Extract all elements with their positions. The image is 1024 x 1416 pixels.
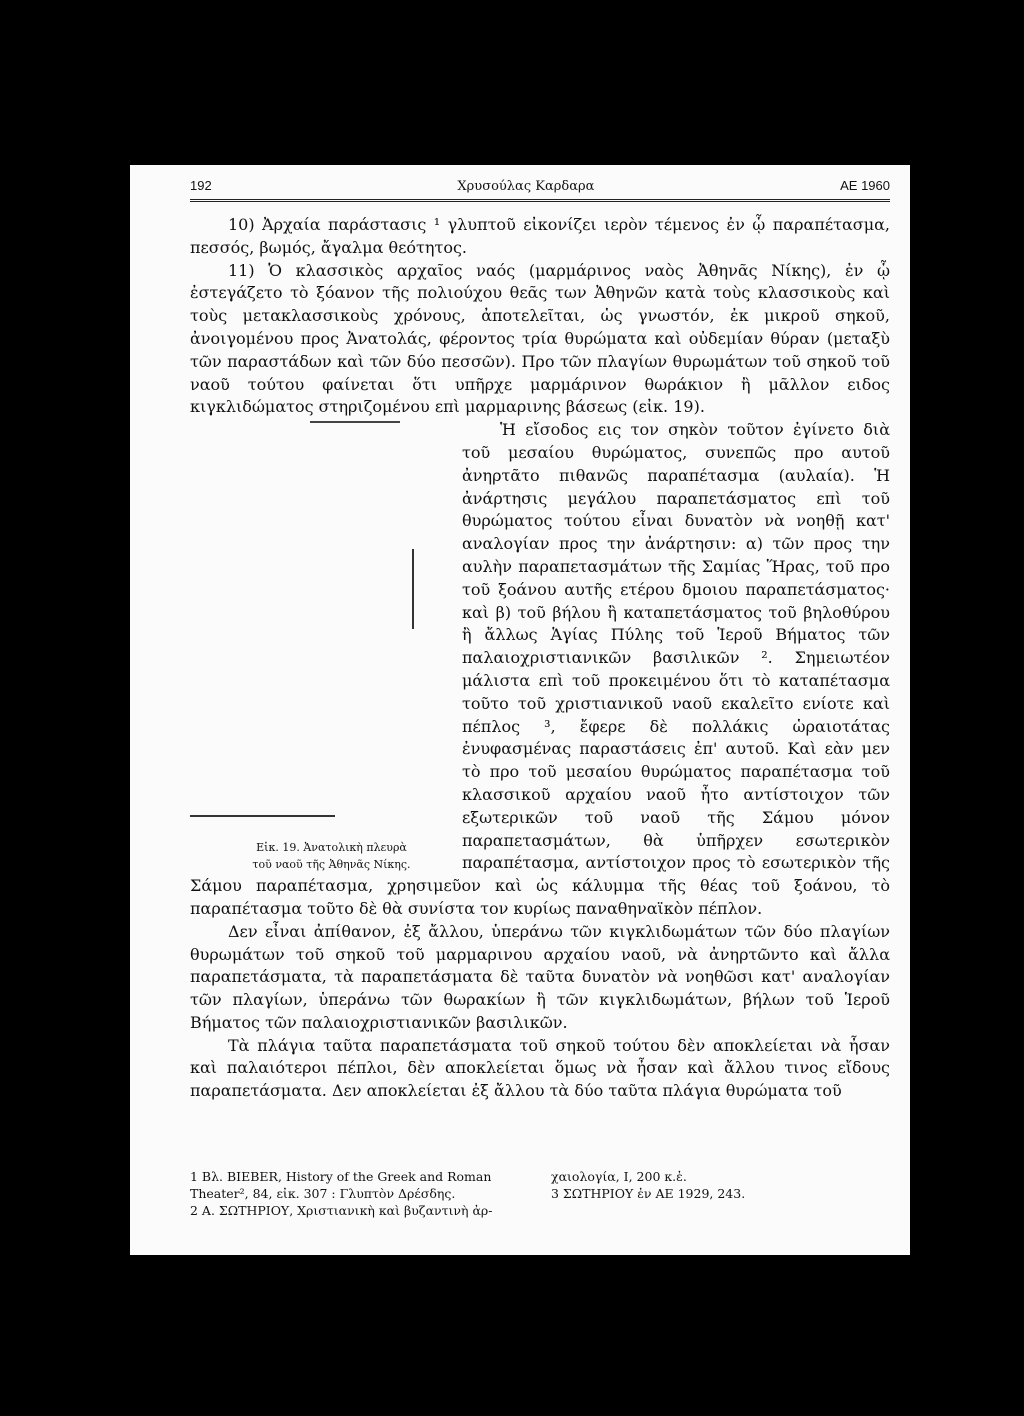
- page-number: 192: [190, 178, 212, 193]
- header-author: Χρυσούλας Καρδαρα: [457, 179, 595, 194]
- paragraph-entrance: Ἡ εἴσοδος εις τον σηκὸν τοῦτον ἐγίνετο διὰ τοῦ μεσαίου θυρώματος, συνεπῶς προ αυτοῦ ἀνηρτᾶτο πιθανῶς παραπέτασμα (αυλαία). Ἡ ἀνάρτησις μεγάλου παραπετάσματος επὶ τοῦ θυρώματος τούτου εἶναι δυνατὸν νὰ νοηθῇ κατ' αναλογίαν προς την ἀνάρτησιν: α) τῶν προς την αυλὴν παραπετασμάτων τῆς Σαμίας Ἥρας, τοῦ προ τοῦ ξοάνου αυτῆς ετέρου δμοιου παραπετάσματος· καὶ β) τοῦ βήλου ἢ καταπετάσματος τοῦ βηλοθύρου ἢ ἄλλως Ἁγίας Πύλης τοῦ Ἱεροῦ Βήματος τῶν παλαιοχριστιανικῶν βασιλικῶν ². Σημειωτέον μάλιστα επὶ τοῦ προκειμένου ὅτι τὸ καταπέτασμα τοῦτο τοῦ χριστιανικοῦ ναοῦ εκαλεῖτο ενίοτε καὶ πέπλος ³, ἔφερε δὲ πολλάκις ὡραιοτάτας ἐνυφασμένας παραστάσεις ἐπ' αυτοῦ. Καὶ εὰν μεν τὸ προ τοῦ μεσαίου θυρώματος παραπέτασμα τοῦ κλασσικοῦ αρχαίου ναοῦ ἦτο αντίστοιχον τῶν εξωτερικῶν τοῦ ναοῦ τῆς Σάμου μόνον παραπετασμάτων, θὰ ὑπῆρχεν εσωτερικὸν παραπέτασμα, αντίστοιχον προς τὸ εσωτερικὸν τῆς Σάμου παραπέτασμα, χρησιμεῦον καὶ ὡς κάλυμμα τῆς θέας τοῦ ξοάνου, τὸ παραπέτασμα τοῦτο δὲ θὰ συνίστα τον κυρίως παναθηναϊκὸν πέπλον.: [190, 420, 890, 918]
- paragraph-side-curtains: Δεν εἶναι ἀπίθανον, ἐξ ἄλλου, ὑπεράνω τῶν κιγκλιδωμάτων τῶν δύο πλαγίων θυρωμάτων τοῦ σηκοῦ τοῦ μαρμαρινου αρχαίου ναοῦ, νὰ ἀνηρτῶντο καὶ ἄλλα παραπετάσματα, τὰ παραπετάσματα δὲ ταῦτα δυνατὸν νὰ νοηθῶσι κατ' αναλογίαν τῶν πλαγίων, ὑπεράνω τῶν θωρακίων ἢ τῶν κιγκλιδωμάτων, βήλων τοῦ Ἱεροῦ Βήματος τῶν παλαιοχριστιανικῶν βασιλικῶν.: [190, 921, 890, 1032]
- figure-rule-top: [310, 421, 400, 423]
- document-page: [130, 165, 910, 1255]
- figure-text-block: [190, 419, 890, 921]
- figure-caption: [224, 839, 439, 873]
- page-content: [190, 175, 890, 1103]
- footnote-2-cont: χαιολογία, Ι, 200 κ.ἑ.: [551, 1169, 687, 1184]
- figure-vertical-line: [412, 549, 414, 629]
- footnotes-left: [190, 1168, 529, 1219]
- footnote-2: 2 Α. ΣΩΤΗΡΙΟΥ, Χριστιανικὴ καὶ βυζαντινὴ ἀρ-: [190, 1203, 493, 1218]
- figure-rule-middle: [190, 815, 335, 817]
- footnote-3: 3 ΣΩΤΗΡΙΟΥ ἐν ΑΕ 1929, 243.: [551, 1186, 746, 1201]
- footnotes: [190, 1168, 890, 1219]
- footnote-1: 1 Βλ. BIEBER, History of the Greek and Roman: [190, 1169, 492, 1184]
- figure-caption-line-1: Εἰκ. 19. Ἀνατολικὴ πλευρὰ: [256, 841, 407, 855]
- paragraph-10: 10) Ἀρχαία παράστασις ¹ γλυπτοῦ εἰκονίζει ιερὸν τέμενος ἐν ᾧ παραπέτασμα, πεσσός, βωμός, ἄγαλμα θεότητος.: [190, 215, 890, 257]
- running-header: [190, 175, 890, 202]
- header-journal: ΑΕ 1960: [840, 178, 890, 193]
- paragraph-conclusion: Τὰ πλάγια ταῦτα παραπετάσματα τοῦ σηκοῦ τούτου δὲν αποκλείεται νὰ ἦσαν καὶ παλαιότεροι πέπλοι, δὲν αποκλείεται ὅμως νὰ ἦσαν καὶ ἄλλου τινος εἴδους παραπετάσματα. Δεν αποκλείεται ἐξ ἄλλου τὰ δύο ταῦτα πλάγια θυρώματα τοῦ: [190, 1035, 890, 1101]
- footnote-1-cont: Theater², 84, εἰκ. 307 : Γλυπτὸν Δρέσδης.: [190, 1186, 456, 1201]
- footnotes-right: [551, 1168, 890, 1219]
- figure-19: [190, 419, 442, 872]
- figure-caption-line-2: τοῦ ναοῦ τῆς Ἀθηνᾶς Νίκης.: [252, 858, 411, 872]
- paragraph-11: 11) Ὁ κλασσικὸς αρχαῖος ναός (μαρμάρινος ναὸς Ἀθηνᾶς Νίκης), ἐν ᾧ ἐστεγάζετο τὸ ξόανον τῆς πολιούχου θεᾶς των Ἀθηνῶν κατὰ τοὺς κλασσικοὺς καὶ τοὺς μετακλασσικοὺς χρόνους, ἀποτελεῖται, ὡς γνωστόν, ἐκ μικροῦ σηκοῦ, ἀνοιγομένου προς Ἀνατολάς, φέροντος τρία θυρώματα καὶ οὐδεμίαν θύραν (μεταξὺ τῶν παραστάδων καὶ τῶν δύο πεσσῶν). Προ τῶν πλαγίων θυρωμάτων τοῦ σηκοῦ τοῦ ναοῦ τούτου φαίνεται ὅτι υπῆρχε μαρμάρινον θωράκιον ἢ μᾶλλον ειδος κιγκλιδώματος στηριζομένου επὶ μαρμαρινης βάσεως (εἰκ. 19).: [190, 260, 890, 417]
